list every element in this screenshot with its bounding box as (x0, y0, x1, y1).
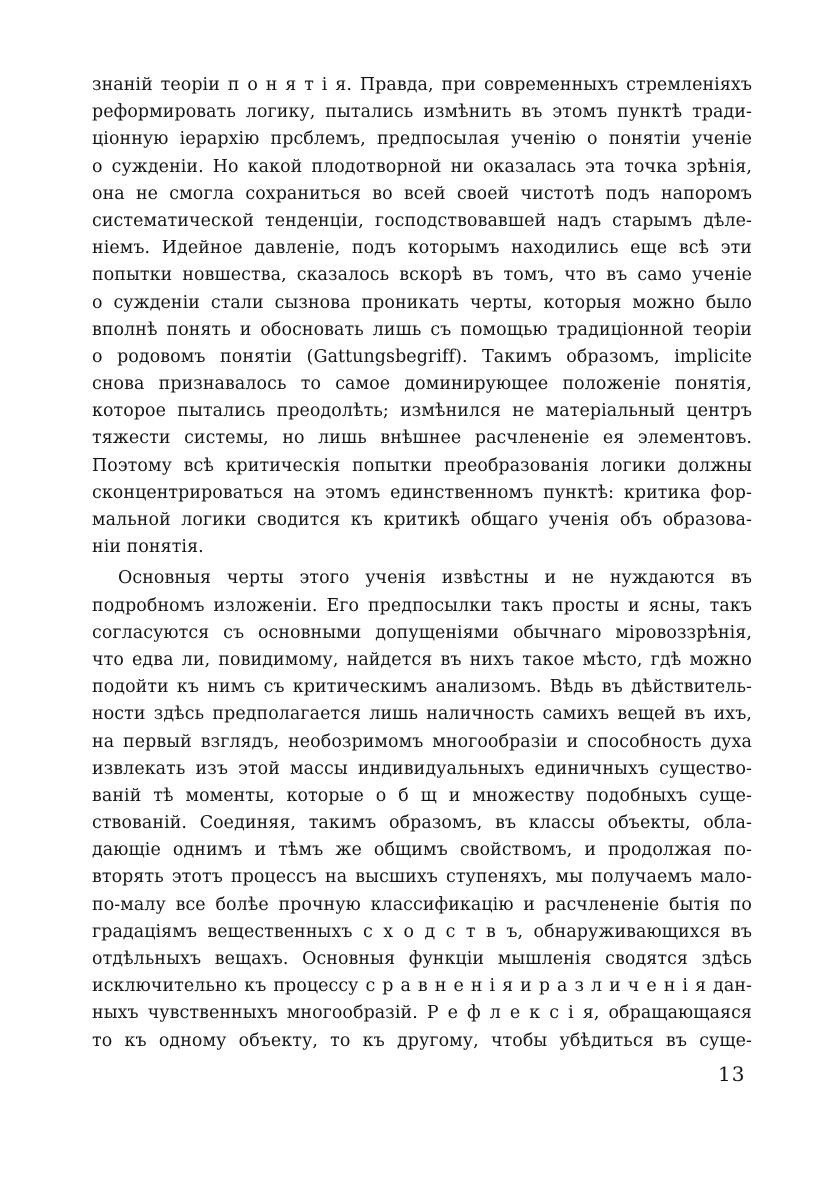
text-line: ніи понятія. (92, 537, 204, 558)
paragraph-1 (92, 72, 752, 561)
text-line: ности здѣсь предполагается лишь наличность самихъ вещей въ ихъ, (92, 704, 752, 725)
text-line: попытки новшества, сказалось вскорѣ въ томъ, что въ само ученіе (92, 265, 752, 286)
text-line: тяжести системы, но лишь внѣшнее расчлененіе ея элементовъ. (92, 428, 752, 449)
text-line: по-малу все болѣе прочную классификацію и расчлененіе бытія по (92, 894, 752, 915)
text-line: мальной логики сводится къ критикѣ общаго ученія объ образова- (92, 510, 752, 530)
text-line: согласуются съ основными допущеніями обычнаго міровоззрѣнія, (92, 622, 752, 643)
text-line: подойти къ нимъ съ критическимъ анализомъ. Вѣдь въ дѣйствитель- (92, 677, 752, 698)
text-line: градаціямъ вещественныхъ с х о д с т в ъ, обнаруживающихся въ (92, 921, 752, 942)
body-text (92, 72, 752, 1055)
text-line: систематической тенденціи, господствовавшей надъ старымъ дѣле- (92, 210, 752, 231)
text-line: сконцентрироваться на этомъ единственномъ пунктѣ: критика фор- (92, 482, 752, 503)
text-line: о сужденіи стали сызнова проникать черты, которыя можно было (92, 292, 752, 313)
text-line: знаній теоріи п о н я т і я. Правда, при современныхъ стремленіяхъ (92, 75, 752, 95)
text-line: которое пытались преодолѣть; измѣнился не матеріальный центръ (92, 401, 752, 422)
text-line: снова признавалось то самое доминирующее положеніе понятія, (92, 374, 752, 395)
text-line: она не смогла сохраниться во всей своей чистотѣ подъ напоромъ (92, 183, 752, 204)
text-line: ныхъ чувственныхъ многообразій. Р е ф л е к с і я, обращающаяся (92, 1003, 752, 1024)
text-line: вполнѣ понять и обосновать лишь съ помощью традиціонной теоріи (92, 319, 752, 340)
text-line: Основныя черты этого ученія извѣстны и не нуждаются въ (118, 568, 752, 589)
text-line: то къ одному объекту, то къ другому, чтобы убѣдиться въ суще- (92, 1030, 752, 1051)
text-line: ціонную іерархію прсблемъ, предпосылая ученію о понятіи ученіе (92, 129, 752, 150)
text-line: на первый взглядъ, необозримомъ многообразіи и способность духа (92, 731, 752, 752)
text-line: вторять этотъ процессъ на высшихъ ступеняхъ, мы получаемъ мало- (92, 867, 752, 888)
text-line: ствованій. Соединяя, такимъ образомъ, въ классы объекты, обла- (92, 813, 752, 834)
text-line: ваній тѣ моменты, которые о б щ и множеству подобныхъ суще- (92, 785, 752, 806)
text-line: извлекать изъ этой массы индивидуальныхъ единичныхъ существо- (92, 758, 752, 779)
text-line: Поэтому всѣ критическія попытки преобразованія логики должны (92, 455, 752, 476)
text-line: что едва ли, повидимому, найдется въ нихъ такое мѣсто, гдѣ можно (92, 649, 752, 670)
text-line: дающіе однимъ и тѣмъ же общимъ свойствомъ, и продолжая по- (92, 840, 752, 861)
text-line: реформировать логику, пытались измѣнить въ этомъ пунктѣ тради- (92, 102, 752, 123)
page-number: 13 (718, 1062, 746, 1086)
text-line: отдѣльныхъ вещахъ. Основныя функціи мышленія сводятся здѣсь (92, 949, 752, 969)
text-line: подробномъ изложеніи. Его предпосылки такъ просты и ясны, такъ (92, 595, 752, 616)
text-line: ніемъ. Идейное давленіе, подъ которымъ находились еще всѣ эти (92, 238, 752, 259)
text-line: о родовомъ понятіи (Gattungsbegriff). Такимъ образомъ, implicite (92, 346, 752, 367)
text-line: о сужденіи. Но какой плодотворной ни оказалась эта точка зрѣнія, (92, 156, 752, 177)
paragraph-2 (92, 565, 752, 1054)
text-line: исключительно къ процессу с р а в н е н і я и р а з л и ч е н і я дан- (92, 976, 752, 997)
